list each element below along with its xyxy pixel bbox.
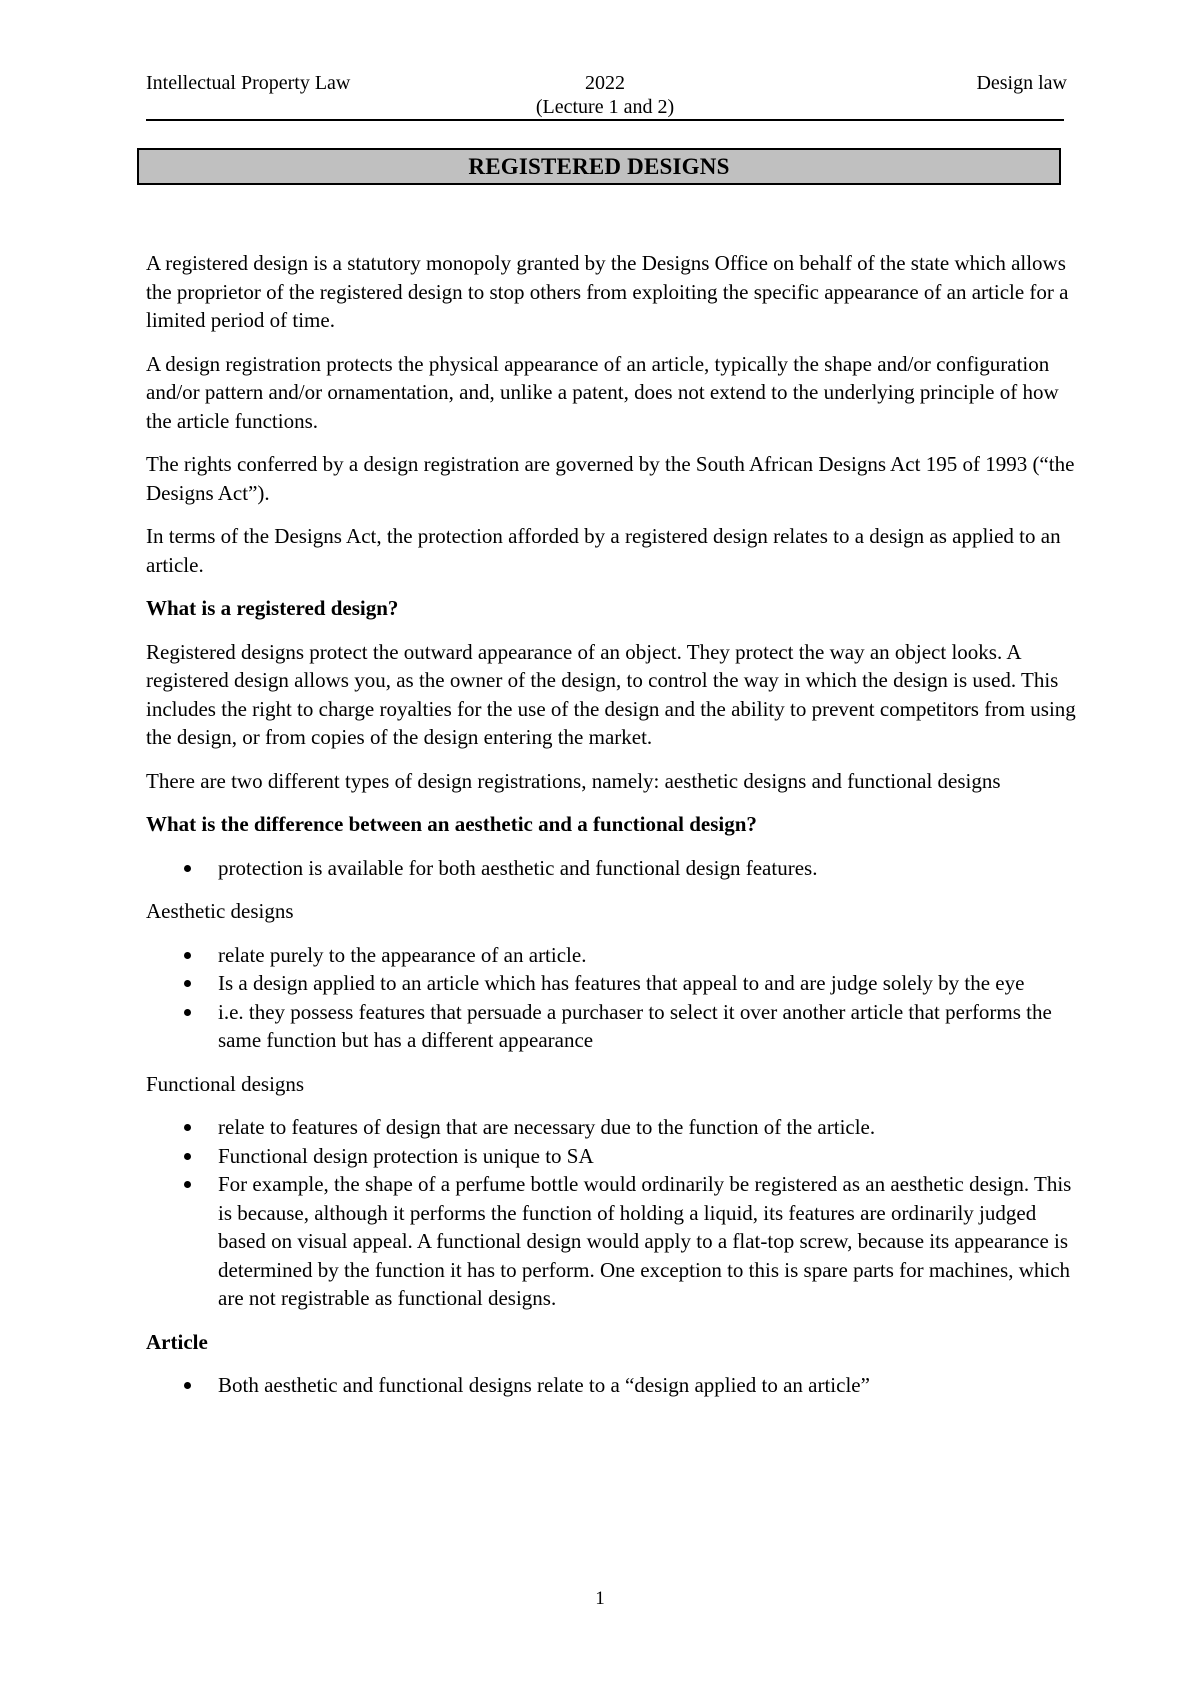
header-course: Intellectual Property Law	[146, 72, 351, 94]
heading-aesthetic-vs-functional: What is the difference between an aesthetic and a functional design?	[146, 812, 757, 836]
heading-article: Article	[146, 1329, 208, 1354]
aesthetic-bullet-list	[146, 941, 1076, 1055]
list-item: relate to features of design that are necessary due to the function of the article.	[146, 1113, 1076, 1142]
label-aesthetic-designs: Aesthetic designs	[146, 899, 294, 923]
page-title: REGISTERED DESIGNS	[137, 148, 1061, 185]
paragraph-two-types: There are two different types of design registrations, namely: aesthetic designs and functional designs	[146, 768, 1001, 793]
list-item: i.e. they possess features that persuade a purchaser to select it over another article that performs the same function but has a different appearance	[146, 998, 1076, 1055]
page-number: 1	[595, 1588, 605, 1609]
article-bullet-list	[146, 1371, 1076, 1400]
paragraph-outward-appearance: Registered designs protect the outward appearance of an object. They protect the way an object looks. A registered design allows you, as the owner of the design, to control the way in which the design is used. This includes the right to charge royalties for the use of the design and the ability to prevent competitors from using the design, or from copies of the design entering the market.	[146, 639, 1076, 749]
functional-bullet-list	[146, 1113, 1076, 1313]
list-item: Functional design protection is unique to SA	[146, 1142, 1076, 1171]
list-item: protection is available for both aesthetic and functional design features.	[146, 854, 1076, 883]
header-lecture-text: (Lecture 1 and 2)	[535, 96, 675, 118]
list-item: Is a design applied to an article which has features that appeal to and are judge solely by the eye	[146, 969, 1076, 998]
document-body	[146, 249, 1076, 1415]
paragraph-governing-act: The rights conferred by a design registration are governed by the South African Designs Act 195 of 1993 (“the Designs Act”).	[146, 452, 1075, 505]
heading-what-is-registered-design: What is a registered design?	[146, 596, 399, 620]
paragraph-definition: A registered design is a statutory monopoly granted by the Designs Office on behalf of the state which allows the proprietor of the registered design to stop others from exploiting the specific appearance of an article for a limited period of time.	[146, 251, 1069, 332]
general-bullet-list	[146, 854, 1076, 883]
header-topic: Design law	[976, 72, 1067, 94]
paragraph-design-as-applied: In terms of the Designs Act, the protection afforded by a registered design relates to a design as applied to an article.	[146, 524, 1061, 577]
list-item: For example, the shape of a perfume bottle would ordinarily be registered as an aesthetic design. This is because, although it performs the function of holding a liquid, its features are ordinarily judged based on visual appeal. A functional design would apply to a flat-top screw, because its appearance is determined by the function it has to perform. One exception to this is spare parts for machines, which are not registrable as functional designs.	[146, 1170, 1076, 1313]
label-functional-designs: Functional designs	[146, 1071, 305, 1096]
header-divider	[146, 119, 1064, 121]
list-item: Both aesthetic and functional designs relate to a “design applied to an article”	[146, 1371, 1076, 1400]
paragraph-protection-scope: A design registration protects the physical appearance of an article, typically the shape and/or configuration and/or pattern and/or ornamentation, and, unlike a patent, does not extend to the underlying principle of how the article functions.	[146, 351, 1059, 433]
header-year-text: 2022	[585, 72, 625, 94]
list-item: relate purely to the appearance of an article.	[146, 941, 1076, 970]
header-year	[520, 71, 690, 119]
